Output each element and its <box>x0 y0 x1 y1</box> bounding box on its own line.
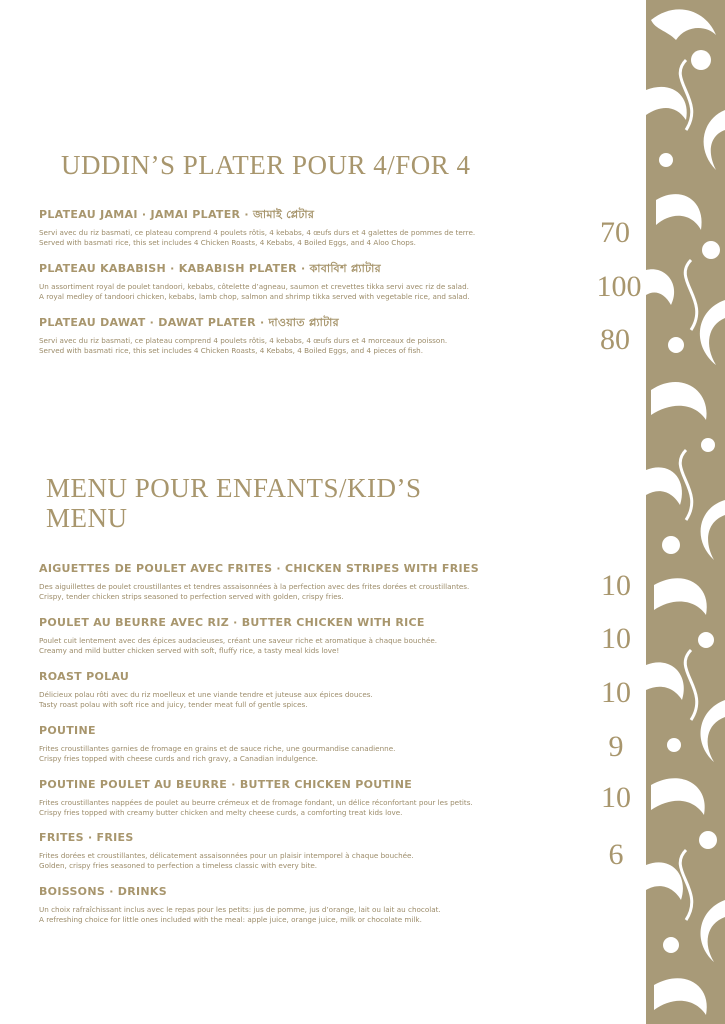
item-desc-fr: Frites croustillantes nappées de poulet au beurre crémeux et de fromage fondant, un délice réconfortant pour les petits. <box>39 798 473 807</box>
menu-item <box>39 724 594 764</box>
item-description <box>39 851 594 871</box>
item-price: 70 <box>600 216 630 249</box>
item-name: POUTINE POULET AU BEURRE · BUTTER CHICKEN POUTINE <box>39 778 413 791</box>
item-description <box>39 282 594 302</box>
item-desc-fr: Un choix rafraîchissant inclus avec le repas pour les petits: jus de pomme, jus d’orange, lait ou lait au chocolat. <box>39 905 441 914</box>
item-name: ROAST POLAU <box>39 670 130 683</box>
menu-item <box>39 616 594 656</box>
item-price: 80 <box>600 323 630 356</box>
menu-item <box>39 562 594 602</box>
item-name: FRITES · FRIES <box>39 831 134 844</box>
item-desc-en: Served with basmati rice, this set includes 4 Chicken Roasts, 4 Kebabs, 4 Boiled Eggs, and 4 Aloo Chops. <box>39 238 416 247</box>
section-title-line: MENU POUR ENFANTS/KID’S <box>46 473 422 503</box>
section-title-platers: UDDIN’S PLATER POUR 4/FOR 4 <box>61 150 471 180</box>
item-desc-fr: Servi avec du riz basmati, ce plateau comprend 4 poulets rôtis, 4 kebabs, 4 œufs durs et 4 morceaux de poisson. <box>39 336 448 345</box>
item-name: POUTINE <box>39 724 96 737</box>
item-description <box>39 744 594 764</box>
item-desc-fr: Un assortiment royal de poulet tandoori, kebabs, côtelette d’agneau, saumon et crevettes tikka servi avec riz de salad. <box>39 282 469 291</box>
item-price: 10 <box>601 622 631 655</box>
item-description <box>39 798 594 818</box>
item-desc-en: Crispy fries topped with creamy butter chicken and melty cheese curds, a comforting treat kids love. <box>39 808 403 817</box>
item-name: POULET AU BEURRE AVEC RIZ · BUTTER CHICKEN WITH RICE <box>39 616 425 629</box>
item-desc-en: A refreshing choice for little ones included with the meal: apple juice, orange juice, milk or chocolate milk. <box>39 915 422 924</box>
item-desc-fr: Servi avec du riz basmati, ce plateau comprend 4 poulets rôtis, 4 kebabs, 4 œufs durs et 4 galettes de pommes de terre. <box>39 228 476 237</box>
item-price: 10 <box>601 781 631 814</box>
item-name: PLATEAU KABABISH · KABABISH PLATER · কাবাবিশ প্ল্যাটার <box>39 262 381 275</box>
menu-item <box>39 208 594 248</box>
decorative-pattern-band <box>646 0 725 1024</box>
item-price: 100 <box>596 270 642 303</box>
damask-ornament-icon <box>646 0 725 1024</box>
item-desc-fr: Délicieux polau rôti avec du riz moelleux et une viande tendre et juteuse aux épices douces. <box>39 690 373 699</box>
item-name: AIGUETTES DE POULET AVEC FRITES · CHICKEN STRIPES WITH FRIES <box>39 562 479 575</box>
item-description <box>39 690 594 710</box>
menu-item <box>39 262 594 302</box>
item-price: 9 <box>608 730 624 763</box>
menu-item <box>39 316 594 356</box>
item-desc-fr: Frites dorées et croustillantes, délicatement assaisonnées pour un plaisir intemporel à chaque bouchée. <box>39 851 414 860</box>
item-desc-en: Served with basmati rice, this set includes 4 Chicken Roasts, 4 Kebabs, 4 Boiled Eggs, and 4 pieces of fish. <box>39 346 424 355</box>
item-description <box>39 228 594 248</box>
item-name: PLATEAU DAWAT · DAWAT PLATER · দাওয়াত প্ল্যাটার <box>39 316 339 329</box>
section-title-kids-menu <box>46 473 422 533</box>
item-name: BOISSONS · DRINKS <box>39 885 167 898</box>
menu-item <box>39 885 594 925</box>
item-desc-en: Creamy and mild butter chicken served with soft, fluffy rice, a tasty meal kids love! <box>39 646 340 655</box>
section-title-line: MENU <box>46 503 128 533</box>
item-price: 10 <box>601 569 631 602</box>
menu-item <box>39 670 594 710</box>
item-description <box>39 905 594 925</box>
item-description <box>39 336 594 356</box>
item-desc-fr: Poulet cuit lentement avec des épices audacieuses, créant une saveur riche et aromatique à chaque bouchée. <box>39 636 438 645</box>
menu-item <box>39 831 594 871</box>
item-description <box>39 582 594 602</box>
item-desc-en: A royal medley of tandoori chicken, kebabs, lamb chop, salmon and shrimp tikka served with vegetable rice, and salad. <box>39 292 470 301</box>
item-desc-fr: Des aiguillettes de poulet croustillantes et tendres assaisonnées à la perfection avec des frites dorées et croustillantes. <box>39 582 470 591</box>
item-desc-en: Crispy fries topped with cheese curds and rich gravy, a Canadian indulgence. <box>39 754 318 763</box>
item-name: PLATEAU JAMAI · JAMAI PLATER · জামাই প্লেটার <box>39 208 315 221</box>
menu-item <box>39 778 594 818</box>
item-desc-en: Tasty roast polau with soft rice and juicy, tender meat full of gentle spices. <box>39 700 308 709</box>
item-desc-fr: Frites croustillantes garnies de fromage en grains et de sauce riche, une gourmandise canadienne. <box>39 744 396 753</box>
item-price: 6 <box>608 838 624 871</box>
item-description <box>39 636 594 656</box>
item-desc-en: Crispy, tender chicken strips seasoned to perfection served with golden, crispy fries. <box>39 592 344 601</box>
item-price: 10 <box>601 676 631 709</box>
item-desc-en: Golden, crispy fries seasoned to perfection a timeless classic with every bite. <box>39 861 318 870</box>
